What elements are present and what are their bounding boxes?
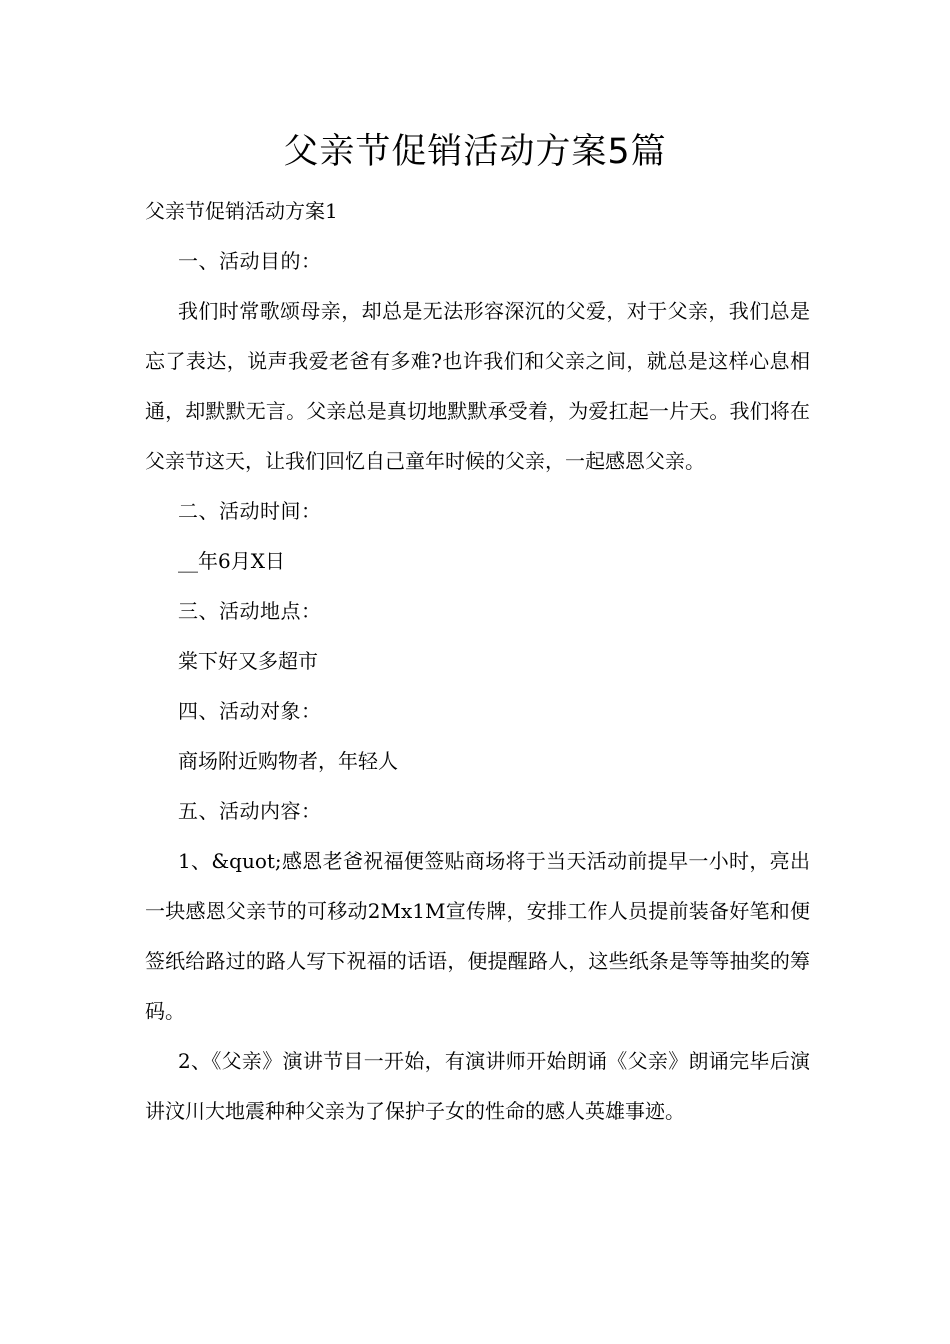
document-body xyxy=(145,186,810,1136)
paragraph-activity-audience: 商场附近购物者，年轻人 xyxy=(178,749,398,773)
heading-activity-purpose: 一、活动目的： xyxy=(178,249,322,273)
paragraph-activity-location: 棠下好又多超市 xyxy=(178,649,318,673)
document-title: 父亲节促销活动方案5篇 xyxy=(283,132,667,172)
section-title: 父亲节促销活动方案1 xyxy=(145,199,338,223)
heading-activity-audience: 四、活动对象： xyxy=(178,699,322,723)
heading-activity-content: 五、活动内容： xyxy=(178,799,322,823)
heading-activity-location: 三、活动地点： xyxy=(178,599,322,623)
heading-activity-time: 二、活动时间： xyxy=(178,499,322,523)
paragraph-activity-time: __年6月X日 xyxy=(178,549,285,573)
paragraph-content-item-2: 2、《父亲》演讲节目一开始，有演讲师开始朗诵《父亲》朗诵完毕后演讲汶川大地震种种父亲为了保护子女的性命的感人英雄事迹。 xyxy=(145,1049,810,1123)
paragraph-content-item-1: 1、&quot;感恩老爸祝福便签贴商场将于当天活动前提早一小时，亮出一块感恩父亲节的可移动2Mx1M宣传牌，安排工作人员提前装备好笔和便签纸给路过的路人写下祝福的话语，便提醒路人，这些纸条是等等抽奖的筹码。 xyxy=(145,849,810,1023)
paragraph-activity-purpose: 我们时常歌颂母亲，却总是无法形容深沉的父爱，对于父亲，我们总是忘了表达，说声我爱老爸有多难?也许我们和父亲之间，就总是这样心息相通，却默默无言。父亲总是真切地默默承受着，为爱扛起一片天。我们将在父亲节这天，让我们回忆自己童年时候的父亲，一起感恩父亲。 xyxy=(145,299,810,473)
